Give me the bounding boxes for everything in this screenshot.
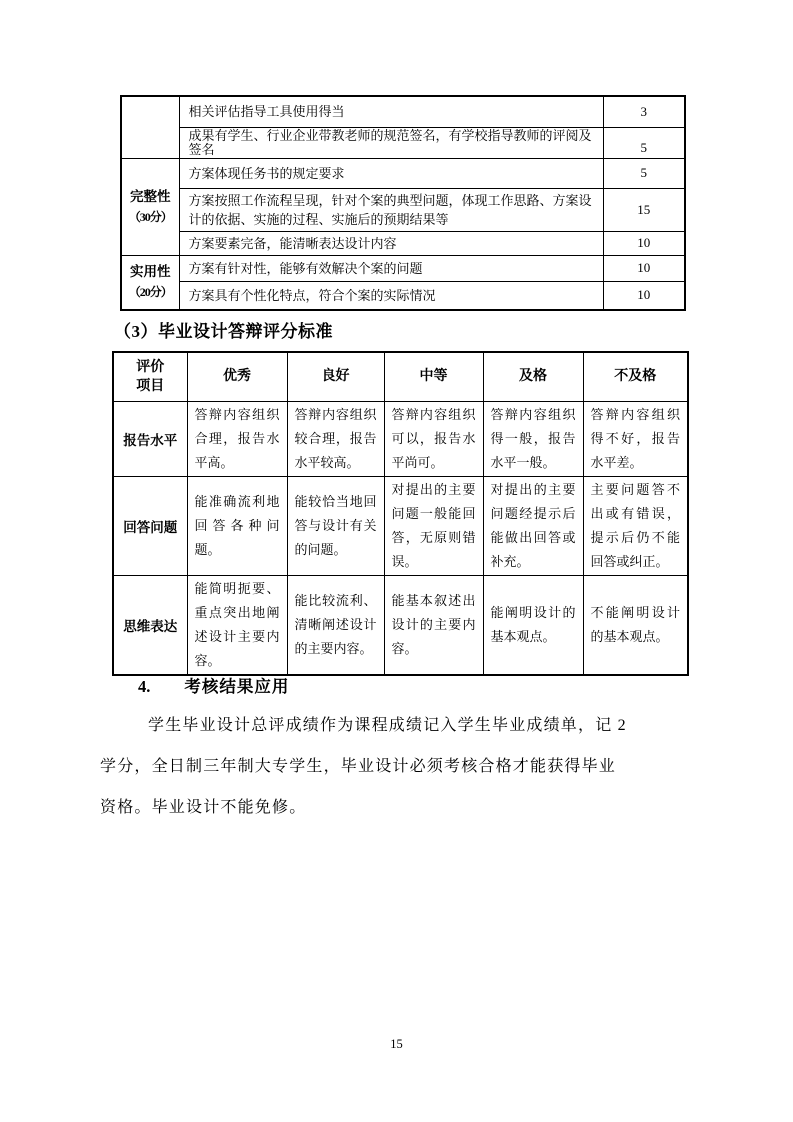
score-cell: 5 <box>603 158 685 188</box>
grade-cell: 能阐明设计的基本观点。 <box>483 575 583 675</box>
paragraph-line: 资格。毕业设计不能免修。 <box>100 799 307 816</box>
scoring-criteria-table <box>120 95 686 311</box>
defense-rubric-table <box>112 351 689 676</box>
criterion-cell: 方案体现任务书的规定要求 <box>179 158 603 188</box>
row-label-cell: 报告水平 <box>113 401 187 476</box>
group-label-cell-completeness <box>121 158 179 255</box>
table-row <box>113 575 688 675</box>
grade-cell: 答辩内容组织可以，报告水平尚可。 <box>384 401 483 476</box>
grade-cell: 主要问题答不出或有错误，提示后仍不能回答或纠正。 <box>583 476 688 575</box>
score-cell: 10 <box>603 231 685 255</box>
grade-cell: 对提出的主要问题一般能回答，无原则错误。 <box>384 476 483 575</box>
header-cell-pass: 及格 <box>483 352 583 401</box>
table-row <box>113 476 688 575</box>
header-cell-criteria <box>113 352 187 401</box>
table-row <box>113 401 688 476</box>
table-row <box>121 127 685 158</box>
section-4-title: 考核结果应用 <box>184 677 290 696</box>
grade-cell: 答辩内容组织得一般，报告水平一般。 <box>483 401 583 476</box>
grade-cell: 能比较流利、清晰阐述设计的主要内容。 <box>287 575 384 675</box>
table-row <box>121 231 685 255</box>
table-header-row <box>113 352 688 401</box>
table-row <box>121 158 685 188</box>
header-cell-good: 良好 <box>287 352 384 401</box>
grade-cell: 能准确流利地回答各种问题。 <box>187 476 287 575</box>
row-label-cell: 回答问题 <box>113 476 187 575</box>
header-line: 评价 <box>136 359 165 375</box>
grade-cell: 对提出的主要问题经提示后能做出回答或补充。 <box>483 476 583 575</box>
paragraph-line: 学分，全日制三年制大专学生，毕业设计必须考核合格才能获得毕业 <box>100 758 617 775</box>
table-row <box>121 188 685 231</box>
header-cell-excellent: 优秀 <box>187 352 287 401</box>
header-line: 项目 <box>136 378 165 394</box>
score-cell: 15 <box>603 188 685 231</box>
grade-cell: 能较恰当地回答与设计有关的问题。 <box>287 476 384 575</box>
score-cell: 10 <box>603 255 685 281</box>
grade-cell: 答辩内容组织合理，报告水平高。 <box>187 401 287 476</box>
table-row <box>121 96 685 127</box>
row-label-cell: 思维表达 <box>113 575 187 675</box>
score-cell: 10 <box>603 281 685 310</box>
grade-cell: 答辩内容组织较合理，报告水平较高。 <box>287 401 384 476</box>
criterion-cell: 方案具有个性化特点，符合个案的实际情况 <box>179 281 603 310</box>
criterion-cell: 方案按照工作流程呈现，针对个案的典型问题，体现工作思路、方案设计的依据、实施的过程、实施后的预期结果等 <box>179 188 603 231</box>
table-row <box>121 255 685 281</box>
body-paragraph <box>100 705 694 828</box>
group-label-points: （20分） <box>128 285 172 300</box>
section-4-heading <box>138 675 289 699</box>
page-number: 15 <box>390 1037 403 1051</box>
criterion-cell: 方案有针对性，能够有效解决个案的问题 <box>179 255 603 281</box>
grade-cell: 答辩内容组织得不好，报告水平差。 <box>583 401 688 476</box>
header-cell-fail: 不及格 <box>583 352 688 401</box>
criterion-cell: 相关评估指导工具使用得当 <box>179 96 603 127</box>
grade-cell: 能简明扼要、重点突出地阐述设计主要内容。 <box>187 575 287 675</box>
table-row <box>121 281 685 310</box>
header-cell-average: 中等 <box>384 352 483 401</box>
section-4-number: 4. <box>138 677 151 696</box>
section-3-heading: （3）毕业设计答辩评分标准 <box>114 322 333 341</box>
paragraph-line: 学生毕业设计总评成绩作为课程成绩记入学生毕业成绩单，记 2 <box>148 717 627 734</box>
criterion-cell: 方案要素完备，能清晰表达设计内容 <box>179 231 603 255</box>
score-cell: 3 <box>603 96 685 127</box>
criterion-cell: 成果有学生、行业企业带教老师的规范签名，有学校指导教师的评阅及签名 <box>179 127 603 158</box>
score-cell: 5 <box>603 127 685 158</box>
grade-cell: 能基本叙述出设计的主要内容。 <box>384 575 483 675</box>
group-label-cell-empty <box>121 96 179 158</box>
group-label-line: 完整性 <box>130 188 171 204</box>
group-label-points: （30分） <box>128 209 172 224</box>
group-label-cell-practicality <box>121 255 179 310</box>
grade-cell: 不能阐明设计的基本观点。 <box>583 575 688 675</box>
group-label-line: 实用性 <box>130 264 171 280</box>
